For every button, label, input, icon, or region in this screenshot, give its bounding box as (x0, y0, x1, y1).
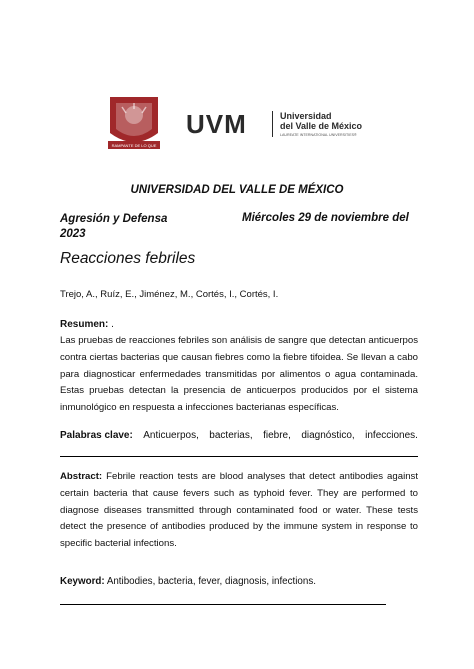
resumen-suffix: . (108, 319, 114, 330)
university-seal-logo (104, 93, 164, 153)
divider-line (60, 604, 386, 605)
abstract-text: Febrile reaction tests are blood analyses that detect antibodies against certain bacteria that cause fevers such as typhoid fever. They are performed to diagnose diseases transmitted through contaminated food or water. These tests detect the presence of antibodies produced by the immune system in response to specific bacterial infections. (60, 471, 418, 550)
course-name: Agresión y Defensa (60, 213, 168, 225)
keyword-text: Antibodies, bacteria, fever, diagnosis, infections. (104, 576, 316, 587)
resumen-heading (60, 319, 114, 330)
header-logos (104, 93, 374, 155)
keyword-label: Keyword: (60, 576, 105, 587)
resumen-paragraph: Las pruebas de reacciones febriles son análisis de sangre que detectan anticuerpos contra ciertas bacterias que causan fiebres como la fiebre tifoidea. Se llevan a cabo para diagnosticar enfermedades transmitidas por alimentos o agua contaminada. Estas pruebas detectan la presencia de anticuerpos producidos por el sistema inmunológico en respuesta a infecciones bacterianas específicas. (60, 335, 418, 414)
document-date: Miércoles 29 de noviembre del (242, 212, 409, 224)
uvm-wordmark: UVM (186, 109, 247, 139)
uvm-name-line1: Universidad (280, 111, 332, 121)
palabras-clave-item: infecciones. (365, 430, 418, 441)
uvm-tagline: LAUREATE INTERNATIONAL UNIVERSITIES® (280, 133, 357, 137)
seal-text: RAMPANTE DE LO QUE (111, 143, 157, 148)
university-heading: UNIVERSIDAD DEL VALLE DE MÉXICO (130, 184, 344, 196)
uvm-logo (186, 109, 376, 139)
resumen-label: Resumen: (60, 319, 109, 330)
palabras-clave-item: Anticuerpos, (143, 430, 199, 441)
abstract-label: Abstract: (60, 471, 103, 482)
document-title: Reacciones febriles (60, 250, 196, 267)
keyword-line (60, 576, 316, 587)
course-year: 2023 (60, 228, 86, 240)
palabras-clave-item: diagnóstico, (301, 430, 355, 441)
course-block (60, 212, 167, 242)
palabras-clave (60, 430, 418, 441)
palabras-clave-item: fiebre, (263, 430, 291, 441)
uvm-name-line2: del Valle de México (280, 121, 363, 131)
authors: Trejo, A., Ruíz, E., Jiménez, M., Cortés, I., Cortés, I. (60, 289, 279, 300)
palabras-clave-item: bacterias, (209, 430, 253, 441)
abstract-paragraph (60, 469, 418, 553)
divider-line (60, 456, 418, 457)
palabras-clave-label: Palabras clave: (60, 430, 133, 441)
